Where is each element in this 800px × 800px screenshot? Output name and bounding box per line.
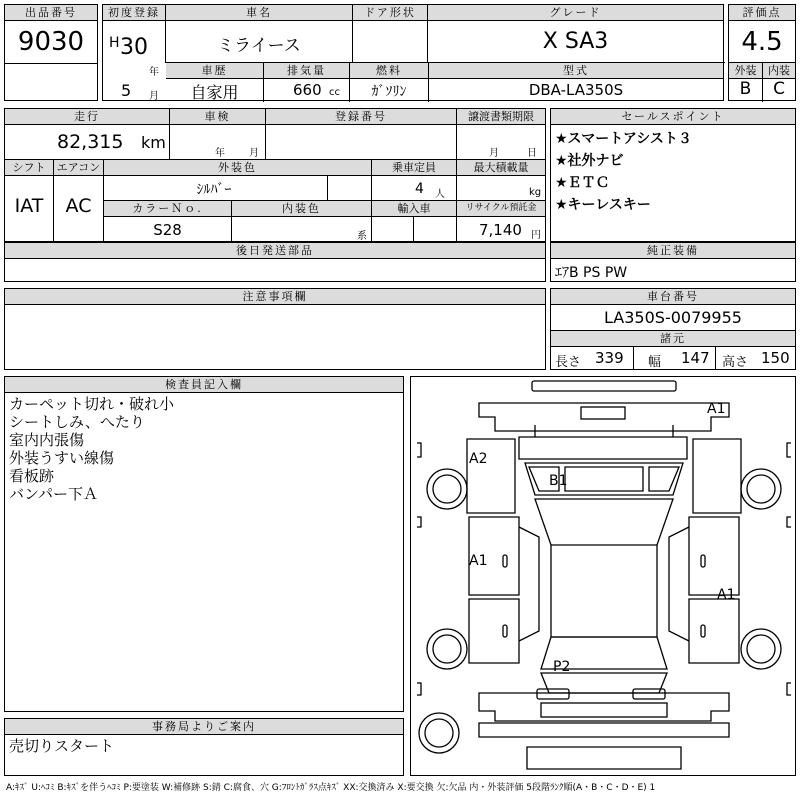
int-color-header: 内装色 xyxy=(232,201,371,217)
capacity-unit: 人 xyxy=(435,189,445,200)
interior-score: C xyxy=(773,79,785,99)
grade-header: グレード xyxy=(428,5,723,21)
divider xyxy=(5,63,97,64)
history-value: 自家用 xyxy=(190,83,239,102)
recycle-header: リサイクル預託金 xyxy=(457,201,545,217)
inspector-line-5: 看板跡 xyxy=(9,467,55,485)
inspection-header: 車検 xyxy=(170,109,265,125)
sales-point-2: ★社外ナビ xyxy=(555,153,624,169)
sales-point-1: ★スマートアシスト３ xyxy=(555,131,692,147)
model-value: DBA-LA350S xyxy=(528,81,624,99)
notes-header: 注意事項欄 xyxy=(5,289,545,305)
office-box xyxy=(4,718,404,776)
exterior-header: 外装 xyxy=(729,63,762,79)
inspector-line-6: バンパー下Ａ xyxy=(9,485,98,503)
car-diagram xyxy=(411,377,795,775)
office-value: 売切りスタート xyxy=(9,737,115,755)
score-value: 4.5 xyxy=(741,27,783,57)
mileage-header: 走行 xyxy=(5,109,169,125)
capacity-header: 乗車定員 xyxy=(372,160,456,176)
genuine-box xyxy=(550,242,796,282)
score-box xyxy=(728,4,796,101)
mileage-unit: km xyxy=(141,133,166,152)
inspector-line-3: 室内内張傷 xyxy=(9,431,85,449)
sales-point-3: ★ＥＴＣ xyxy=(555,175,610,191)
first-reg-month: 5 xyxy=(121,81,132,100)
color-no-value: S28 xyxy=(153,221,182,239)
inspector-line-1: カーペット切れ・破れ小 xyxy=(9,395,175,413)
sales-points-box xyxy=(550,108,796,242)
legend-footer: A:ｷｽﾞ U:ﾍｺﾐ B:ｷｽﾞを伴うﾍｺﾐ P:要塗装 W:補修跡 S:錆 C:腐食、穴 G:ﾌﾛﾝﾄｶﾞﾗｽ点ｷｽﾞ XX:交換済み X:要交換 欠:欠品 内・外装評価 5段階ﾗﾝｸ順(A・B・C・D・E) 1 xyxy=(6,783,656,793)
later-parts-box xyxy=(4,242,546,282)
length-value: 339 xyxy=(595,349,624,367)
notes-box xyxy=(4,288,546,370)
displacement-value: 660 xyxy=(293,81,322,99)
first-reg-header: 初度登録 xyxy=(103,5,165,21)
score-header: 評価点 xyxy=(729,5,795,21)
car-name: ミライース xyxy=(217,36,301,56)
import-header: 輸入車 xyxy=(372,201,456,217)
car-name-header: 車名 xyxy=(166,5,352,21)
office-header: 事務局よりご案内 xyxy=(5,719,403,735)
damage-mark: A1 xyxy=(469,553,488,569)
recycle-unit: 円 xyxy=(531,230,541,241)
transfer-month-unit: 月 xyxy=(489,148,499,159)
ext-color-value: ｼﾙﾊﾞｰ xyxy=(196,182,232,198)
genuine-value: ｴｱB PS PW xyxy=(555,265,628,281)
year-unit: 年 xyxy=(149,67,159,78)
reg-no-header: 登録番号 xyxy=(266,109,456,125)
fuel-value: ｶﾞｿﾘﾝ xyxy=(371,84,407,100)
width-value: 147 xyxy=(681,349,710,367)
genuine-header: 純正装備 xyxy=(551,243,795,259)
month-unit: 月 xyxy=(149,91,159,102)
interior-header: 内装 xyxy=(763,63,795,79)
inspector-box xyxy=(4,376,404,712)
damage-mark: P2 xyxy=(553,659,571,675)
shift-value: IAT xyxy=(14,195,44,217)
height-label: 高さ xyxy=(722,355,749,370)
fuel-header: 燃料 xyxy=(350,63,428,79)
length-label: 長さ xyxy=(555,355,582,370)
aircon-value: AC xyxy=(65,195,92,217)
recycle-value: 7,140 xyxy=(479,221,522,239)
sales-points-header: セールスポイント xyxy=(551,109,795,125)
exterior-score: B xyxy=(739,79,752,99)
height-value: 150 xyxy=(761,349,790,367)
max-load-unit: kg xyxy=(529,187,542,198)
mileage-value: 82,315 xyxy=(57,131,124,153)
damage-mark: A1 xyxy=(717,587,736,603)
displacement-header: 排気量 xyxy=(264,63,349,79)
width-label: 幅 xyxy=(648,355,662,370)
later-parts-header: 後日発送部品 xyxy=(5,243,545,259)
inspector-header: 検査員記入欄 xyxy=(5,377,403,393)
max-load-header: 最大積載量 xyxy=(457,160,545,176)
model-header: 型式 xyxy=(429,63,723,79)
chassis-value: LA350S-0079955 xyxy=(604,308,742,327)
inspection-year-unit: 年 xyxy=(215,148,225,159)
damage-mark: A2 xyxy=(469,451,488,467)
top-table xyxy=(102,4,724,101)
chassis-box xyxy=(550,288,796,370)
color-no-header: カラーＮｏ. xyxy=(104,201,231,217)
inspection-month-unit: 月 xyxy=(249,148,259,159)
inspector-line-2: シートしみ、へたり xyxy=(9,413,145,431)
ext-color-header: 外装色 xyxy=(104,160,371,176)
shift-header: シフト xyxy=(5,160,53,176)
dims-header: 諸元 xyxy=(551,331,795,347)
era: H xyxy=(109,35,120,51)
history-header: 車歴 xyxy=(166,63,263,79)
sales-point-4: ★キーレスキー xyxy=(555,197,651,213)
transfer-header: 譲渡書類期限 xyxy=(457,109,545,125)
capacity-value: 4 xyxy=(415,181,424,197)
int-color-unit: 系 xyxy=(357,231,367,242)
damage-mark: B1 xyxy=(549,473,568,489)
door-header: ドア形状 xyxy=(353,5,427,21)
chassis-header: 車台番号 xyxy=(551,289,795,305)
spec-table xyxy=(4,108,546,242)
lot-number: 9030 xyxy=(17,27,85,57)
car-diagram-box xyxy=(410,376,796,776)
aircon-header: エアコン xyxy=(54,160,103,176)
lot-box xyxy=(4,4,98,101)
displacement-unit: cc xyxy=(329,87,340,98)
lot-header: 出品番号 xyxy=(5,5,97,21)
transfer-day-unit: 日 xyxy=(527,148,537,159)
inspector-line-4: 外装うすい線傷 xyxy=(9,449,115,467)
damage-mark: A1 xyxy=(707,401,726,417)
first-reg-year: 30 xyxy=(120,35,148,60)
grade-value: X SA3 xyxy=(542,29,609,54)
